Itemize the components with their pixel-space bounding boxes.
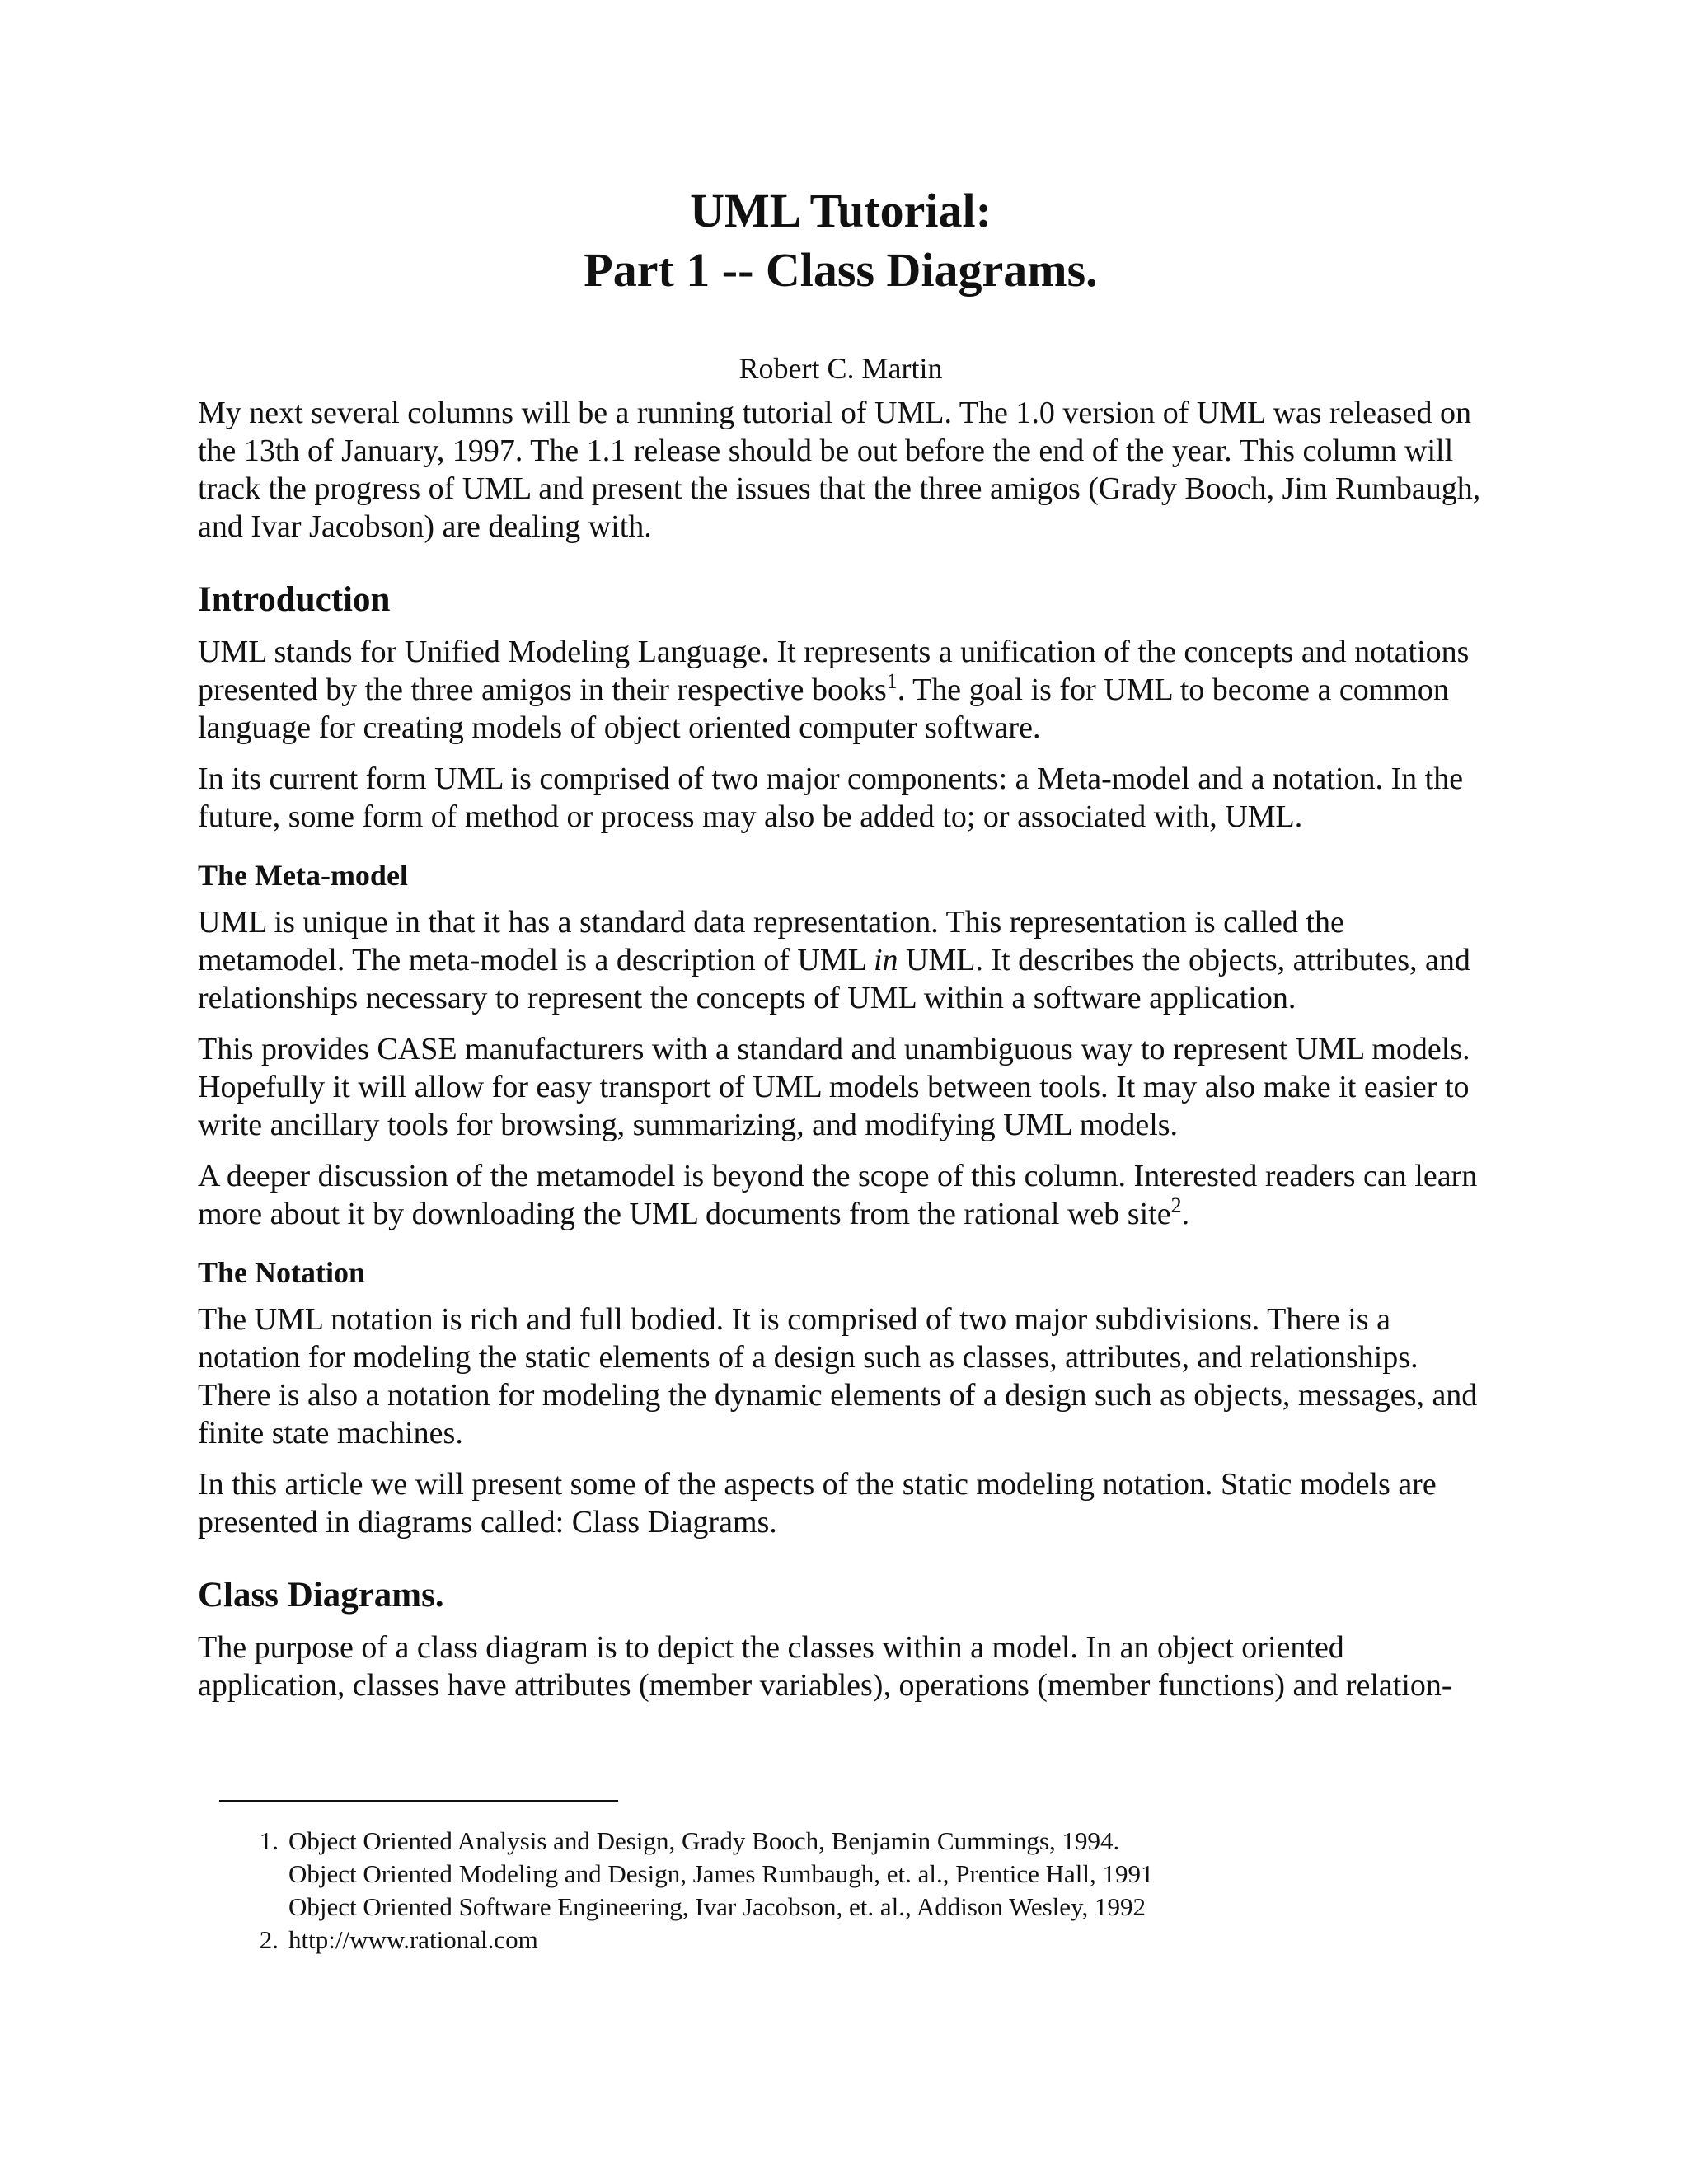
introduction-p1-text: UML stands for Unified Modeling Language. It represents a unification of the concepts and notations presented by the three amigos in their respective books (198, 635, 1470, 707)
heading-notation: The Notation (198, 1256, 366, 1289)
heading-meta-model: The Meta-model (198, 859, 408, 892)
title-line-1: UML Tutorial: (690, 184, 992, 237)
footnote-line: Object Oriented Analysis and Design, Grady Booch, Benjamin Cummings, 1994. (288, 1826, 1120, 1855)
introduction-p1-text-end: . The goal is for UML to become a common language for creating models of object oriented computer software. (198, 673, 1449, 745)
page-title (198, 181, 1484, 300)
footnote-body (288, 1924, 1459, 1957)
metamodel-p1-text-end: UML. It describes the objects, attributes, and relationships necessary to represent the concepts of UML within a software application. (198, 943, 1470, 1015)
footnote-line: Object Oriented Software Engineering, Ivar Jacobson, et. al., Addison Wesley, 1992 (288, 1892, 1146, 1921)
metamodel-paragraph-3 (198, 1157, 1484, 1233)
footnote-ref-1: 1 (886, 669, 898, 693)
introduction-paragraph-2: In its current form UML is comprised of two major components: a Meta-model and a notation. In the future, some form of method or process may also be added to; or associated with, UML. (198, 762, 1464, 834)
class-diagrams-paragraph-1: The purpose of a class diagram is to depict the classes within a model. In an object oriented application, classes have attributes (member variables), operations (member functions) and relation- (198, 1630, 1452, 1703)
notation-paragraph-1: The UML notation is rich and full bodied. It is comprised of two major subdivisions. There is a notation for modeling the static elements of a design such as classes, attributes, and relationships. There is also a notation for modeling the dynamic elements of a design such as objects, messages, and finite state machines. (198, 1302, 1478, 1451)
main-content (198, 181, 1484, 1704)
footnote-line: Object Oriented Modeling and Design, James Rumbaugh, et. al., Prentice Hall, 1991 (288, 1859, 1154, 1888)
footnote-divider (219, 1800, 618, 1802)
footnote-ref-2: 2 (1170, 1193, 1182, 1217)
title-line-2: Part 1 -- Class Diagrams. (584, 243, 1098, 297)
metamodel-p3-text-end: . (1181, 1197, 1190, 1231)
author-name: Robert C. Martin (738, 352, 943, 385)
metamodel-paragraph-1 (198, 903, 1484, 1017)
footnote-number: 2. (259, 1925, 279, 1954)
footnote-link[interactable]: http://www.rational.com (288, 1925, 538, 1954)
footnote-1 (239, 1825, 1459, 1924)
footnote-body (288, 1825, 1459, 1924)
heading-class-diagrams: Class Diagrams. (198, 1576, 444, 1615)
notation-paragraph-2: In this article we will present some of the aspects of the static modeling notation. Static models are presented in diagrams called: Class Diagrams. (198, 1467, 1437, 1540)
metamodel-p1-text: UML is unique in that it has a standard data representation. This representation is called the metamodel. The meta-model is a description of UML (198, 905, 1344, 977)
metamodel-p3-text: A deeper discussion of the metamodel is beyond the scope of this column. Interested readers can learn more about it by downloading the UML documents from the rational web site (198, 1159, 1478, 1231)
introduction-paragraph-1 (198, 633, 1484, 747)
intro-paragraph: My next several columns will be a running tutorial of UML. The 1.0 version of UML was released on the 13th of January, 1997. The 1.1 release should be out before the end of the year. This column will track the progress of UML and present the issues that the three amigos (Grady Booch, Jim Rumbaugh, and Ivar Jacobson) are dealing with. (198, 396, 1481, 544)
footnote-number: 1. (259, 1826, 279, 1855)
heading-introduction: Introduction (198, 580, 391, 619)
metamodel-paragraph-2: This provides CASE manufacturers with a standard and unambiguous way to represent UML models. Hopefully it will allow for easy transport of UML models between tools. It may also make it easier to write ancillary tools for browsing, summarizing, and modifying UML models. (198, 1032, 1470, 1142)
metamodel-p1-italic: in (873, 943, 898, 977)
footnote-2 (239, 1924, 1459, 1957)
footnotes (239, 1825, 1459, 1957)
